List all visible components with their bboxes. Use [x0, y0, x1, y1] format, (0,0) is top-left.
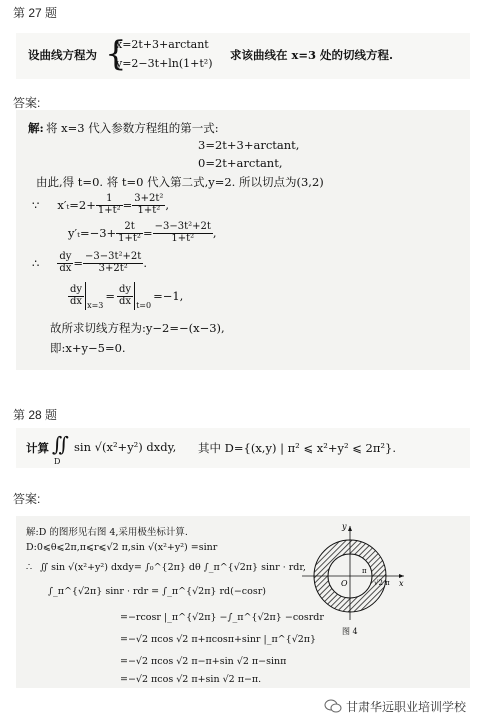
therefore-symbol: ∴	[32, 256, 40, 270]
q27-dydx-end: .	[143, 256, 147, 270]
q28-double-integral: ∬	[52, 432, 70, 456]
q27-eval-frac2-den: dx	[119, 295, 132, 307]
q27-eq2: y=2−3t+ln(1+t²)	[116, 57, 213, 70]
q27-system-brace: {	[105, 34, 127, 74]
q28-condition: 其中 D={(x,y) | π² ⩽ x²+y² ⩽ 2π²}.	[198, 441, 396, 455]
q27-dydx-frac2-num: −3−3t²+2t	[85, 251, 142, 262]
q27-yt-frac2-den: 1+t²	[171, 232, 195, 244]
y-axis-label: y	[342, 522, 347, 531]
figure-caption: 图 4	[342, 627, 358, 636]
annulus-figure	[298, 520, 410, 624]
q27-yt-lhs: y′ₜ=−3+	[68, 226, 117, 240]
q27-xt-frac1-den: 1+t²	[97, 204, 121, 216]
q28-solution-panel	[16, 516, 470, 688]
q28-sol-l5: =−rcosr |_π^{√2π} −∫_π^{√2π} −cosrdr	[120, 612, 324, 623]
inner-radius-label: π	[362, 567, 367, 575]
q27-sol-line1: 将 x=3 代入参数方程组的第一式:	[46, 121, 219, 135]
q27-yt-end: ,	[212, 226, 217, 240]
q27-problem-suffix: 求该曲线在 x=3 处的切线方程.	[230, 48, 394, 62]
q27-problem-prefix: 设曲线方程为	[28, 48, 97, 62]
y-axis-arrow	[348, 526, 352, 531]
q27-yt-derivative	[68, 222, 217, 244]
watermark-text: 甘肃华远职业培训学校	[346, 700, 467, 714]
q27-eval-bar2	[134, 282, 135, 310]
q27-eval-sub2: t=0	[136, 301, 152, 310]
q28-integrand: sin √(x²+y²) dxdy,	[74, 440, 177, 454]
q27-eval-frac2	[117, 285, 133, 307]
q27-yt-eq: =	[142, 226, 153, 240]
q28-problem-panel	[16, 428, 470, 468]
q27-dydx	[32, 252, 147, 274]
q27-problem-panel	[16, 33, 470, 79]
origin-label: O	[341, 579, 348, 588]
q27-solution-panel	[16, 110, 470, 370]
outer-radius-label: √2 π	[374, 579, 390, 587]
q27-dydx-frac	[57, 252, 73, 274]
q27-eval-result: =−1,	[153, 289, 184, 303]
q27-xt-eq: =	[122, 198, 133, 212]
q28-answer-label: 答案:	[13, 492, 41, 506]
q27-xt-frac2	[132, 194, 165, 216]
q28-problem-prefix: 计算	[26, 441, 49, 455]
q27-answer-label: 答案:	[13, 96, 41, 110]
q28-sol-l2: D:0⩽θ⩽2π,π⩽r⩽√2 π,sin √(x²+y²) =sinr	[26, 542, 218, 553]
x-axis-arrow	[399, 574, 404, 578]
q27-eval-frac1	[68, 285, 84, 307]
q27-dydx-frac2	[83, 252, 143, 274]
q27-heading: 第 27 题	[13, 6, 58, 20]
q27-eval-sub1: x=3	[87, 301, 104, 310]
q27-dydx-num: dy	[59, 251, 72, 262]
q27-yt-frac1-den: 1+t²	[118, 232, 141, 244]
q27-eq1: x=2t+3+arctant	[116, 38, 209, 51]
q27-eval-frac1-den: dx	[70, 295, 83, 307]
q28-sol-l4: ∫_π^{√2π} sinr · rdr = ∫_π^{√2π} rd(−cosr)	[48, 586, 266, 597]
q27-xt-lhs: x′ₜ=2+	[57, 198, 96, 212]
because-symbol: ∵	[32, 198, 40, 212]
q28-sol-l7: =−√2 πcos √2 π−π+sin √2 π−sinπ	[120, 656, 287, 667]
q27-xt-frac2-den: 1+t²	[137, 204, 161, 216]
q27-tangent-line: 故所求切线方程为:y−2=−(x−3),	[50, 321, 225, 335]
q27-sol-line3: 0=2t+arctant,	[198, 156, 283, 170]
q27-sol-line2: 3=2t+3+arctant,	[198, 138, 300, 152]
q27-yt-frac1-num: 2t	[116, 222, 143, 234]
q27-dydx-frac2-den: 3+2t²	[98, 262, 128, 274]
q27-dydx-den: dx	[59, 262, 72, 274]
q28-sol-l8: =−√2 πcos √2 π+sin √2 π−π.	[120, 674, 262, 685]
q27-dydx-eq: =	[73, 256, 84, 270]
q27-xt-frac1-num: 1	[96, 194, 123, 206]
q27-final-answer: 即:x+y−5=0.	[50, 341, 126, 355]
q28-sol-l3: ∬ sin √(x²+y²) dxdy= ∫₀^{2π} dθ ∫_π^{√2π} sinr · rdr,	[40, 562, 306, 573]
q28-heading: 第 28 题	[13, 408, 58, 422]
q27-eval-frac2-num: dy	[119, 284, 132, 295]
q27-yt-frac1	[116, 222, 143, 244]
q28-sol-l1: 解:D 的图形见右图 4,采用极坐标计算.	[26, 527, 188, 538]
q27-yt-frac2	[153, 222, 213, 244]
q28-domain-sub: D	[54, 457, 61, 466]
x-axis-label: x	[399, 579, 404, 588]
q27-eval-bar1	[85, 282, 86, 310]
q28-sol-l3-pre: ∴	[26, 562, 33, 573]
q27-eval-frac1-num: dy	[70, 284, 83, 295]
q27-yt-frac2-num: −3−3t²+2t	[154, 221, 211, 232]
wechat-icon	[324, 699, 342, 713]
q27-eval-mid: =	[105, 289, 116, 303]
q27-slope-eval	[68, 282, 183, 310]
q27-xt-frac1	[96, 194, 123, 216]
q27-xt-frac2-num: 3+2t²	[134, 193, 164, 204]
q27-sol-line4: 由此,得 t=0. 将 t=0 代入第二式,y=2. 所以切点为(3,2)	[36, 175, 324, 189]
q27-sol-label: 解:	[28, 121, 44, 135]
q27-xt-derivative	[32, 194, 169, 216]
q27-xt-end: ,	[165, 198, 170, 212]
q28-sol-l6: =−√2 πcos √2 π+πcosπ+sinr |_π^{√2π}	[120, 634, 317, 645]
